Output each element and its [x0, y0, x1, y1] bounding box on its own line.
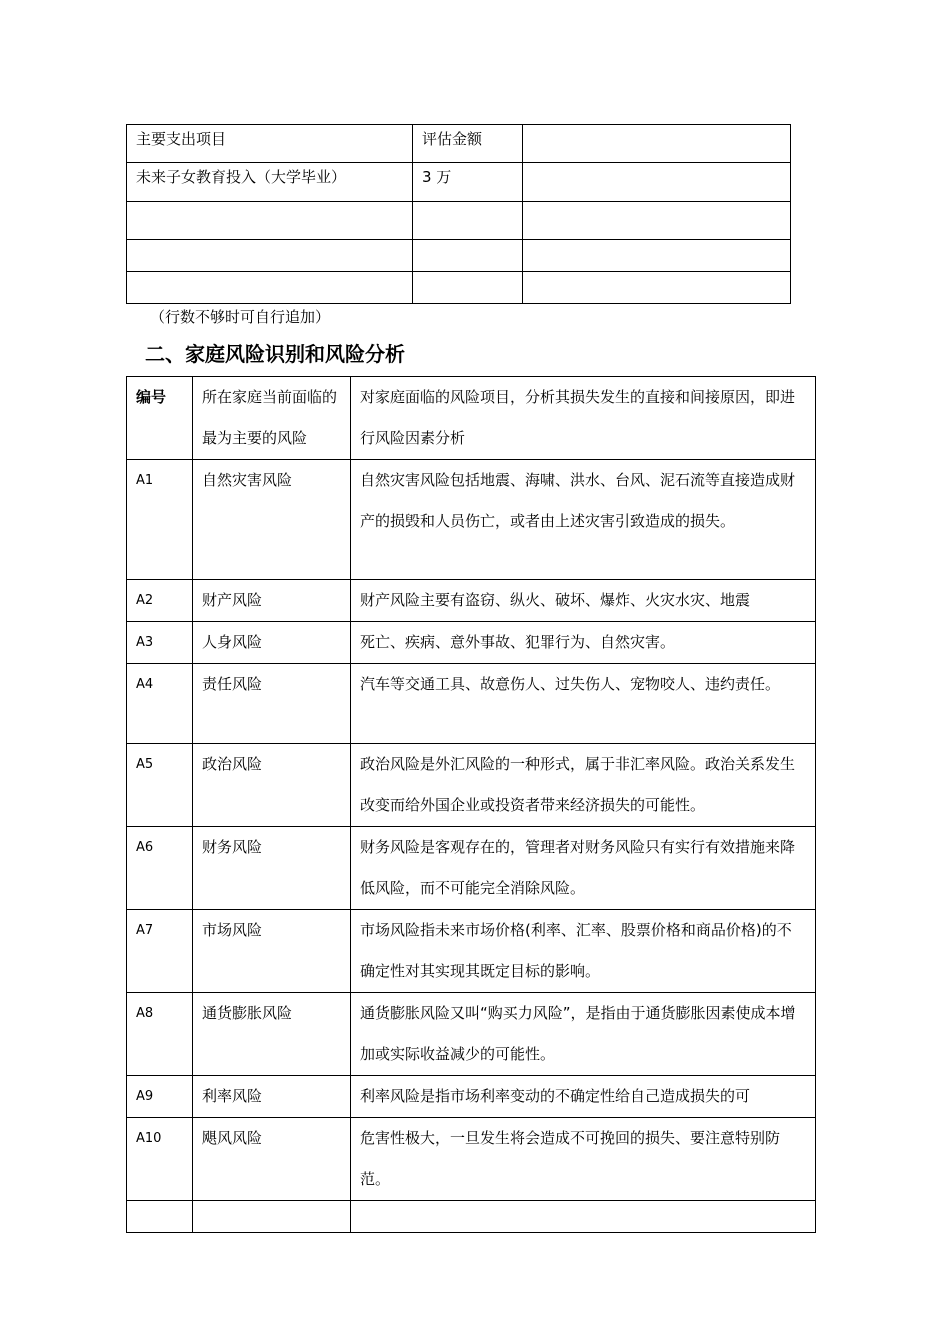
- table-row: [127, 240, 791, 272]
- risk-analysis: [351, 1201, 816, 1233]
- risk-table: [126, 376, 816, 1233]
- risk-analysis: 财务风险是客观存在的，管理者对财务风险只有实行有效措施来降低风险，而不可能完全消除风险。: [351, 827, 816, 910]
- section-heading: 二、家庭风险识别和风险分析: [145, 342, 405, 366]
- risk-name: 飓风风险: [193, 1118, 351, 1201]
- table-note: （行数不够时可自行追加）: [150, 308, 331, 326]
- risk-code: A6: [127, 827, 193, 910]
- risk-analysis: 危害性极大，一旦发生将会造成不可挽回的损失、要注意特别防范。: [351, 1118, 816, 1201]
- risk-code: [127, 1201, 193, 1233]
- expense-cell-item: [127, 202, 413, 240]
- risk-code: A10: [127, 1118, 193, 1201]
- risk-name: 市场风险: [193, 910, 351, 993]
- table-row: [127, 622, 816, 664]
- risk-analysis: 市场风险指未来市场价格(利率、汇率、股票价格和商品价格)的不确定性对其实现其既定目标的影响。: [351, 910, 816, 993]
- risk-code: A7: [127, 910, 193, 993]
- expense-header-row: [127, 125, 791, 163]
- risk-name: 财产风险: [193, 580, 351, 622]
- risk-name: 通货膨胀风险: [193, 993, 351, 1076]
- table-row: [127, 664, 816, 744]
- table-row: [127, 1118, 816, 1201]
- expense-header-amount: 评估金额: [413, 125, 523, 163]
- table-row: [127, 460, 816, 580]
- table-row: [127, 202, 791, 240]
- risk-code: A4: [127, 664, 193, 744]
- table-row: [127, 744, 816, 827]
- risk-name: 人身风险: [193, 622, 351, 664]
- expense-cell-extra: [523, 272, 791, 304]
- risk-header-risk: 所在家庭当前面临的最为主要的风险: [193, 377, 351, 460]
- risk-name: 责任风险: [193, 664, 351, 744]
- expense-cell-item: 未来子女教育投入（大学毕业）: [127, 163, 413, 202]
- table-row: [127, 993, 816, 1076]
- risk-name: 自然灾害风险: [193, 460, 351, 580]
- risk-analysis: 利率风险是指市场利率变动的不确定性给自己造成损失的可: [351, 1076, 816, 1118]
- risk-analysis: 通货膨胀风险又叫“购买力风险”，是指由于通货膨胀因素使成本增加或实际收益减少的可能性。: [351, 993, 816, 1076]
- expense-cell-amount: [413, 272, 523, 304]
- risk-name: 财务风险: [193, 827, 351, 910]
- expense-cell-amount: [413, 202, 523, 240]
- risk-header-analysis: 对家庭面临的风险项目，分析其损失发生的直接和间接原因，即进行风险因素分析: [351, 377, 816, 460]
- expense-cell-extra: [523, 163, 791, 202]
- risk-analysis: 政治风险是外汇风险的一种形式，属于非汇率风险。政治关系发生改变而给外国企业或投资者带来经济损失的可能性。: [351, 744, 816, 827]
- expense-cell-extra: [523, 240, 791, 272]
- table-row: [127, 580, 816, 622]
- risk-analysis: 死亡、疾病、意外事故、犯罪行为、自然灾害。: [351, 622, 816, 664]
- risk-name: 利率风险: [193, 1076, 351, 1118]
- risk-header-row: [127, 377, 816, 460]
- risk-code: A8: [127, 993, 193, 1076]
- risk-analysis: 汽车等交通工具、故意伤人、过失伤人、宠物咬人、违约责任。: [351, 664, 816, 744]
- risk-code: A5: [127, 744, 193, 827]
- expense-cell-item: [127, 272, 413, 304]
- table-row: [127, 272, 791, 304]
- expense-cell-amount: [413, 240, 523, 272]
- expense-cell-amount: 3 万: [413, 163, 523, 202]
- risk-header-code: 编号: [127, 377, 193, 460]
- expense-table: [126, 124, 791, 304]
- expense-cell-item: [127, 240, 413, 272]
- risk-code: A1: [127, 460, 193, 580]
- table-row: [127, 163, 791, 202]
- risk-code: A2: [127, 580, 193, 622]
- table-row: [127, 827, 816, 910]
- table-row: [127, 910, 816, 993]
- risk-analysis: 财产风险主要有盗窃、纵火、破坏、爆炸、火灾水灾、地震: [351, 580, 816, 622]
- risk-name: [193, 1201, 351, 1233]
- expense-header-item: 主要支出项目: [127, 125, 413, 163]
- table-row: [127, 1201, 816, 1233]
- risk-analysis: 自然灾害风险包括地震、海啸、洪水、台风、泥石流等直接造成财产的损毁和人员伤亡，或者由上述灾害引致造成的损失。: [351, 460, 816, 580]
- table-row: [127, 1076, 816, 1118]
- expense-header-extra: [523, 125, 791, 163]
- risk-code: A3: [127, 622, 193, 664]
- risk-name: 政治风险: [193, 744, 351, 827]
- expense-cell-extra: [523, 202, 791, 240]
- risk-code: A9: [127, 1076, 193, 1118]
